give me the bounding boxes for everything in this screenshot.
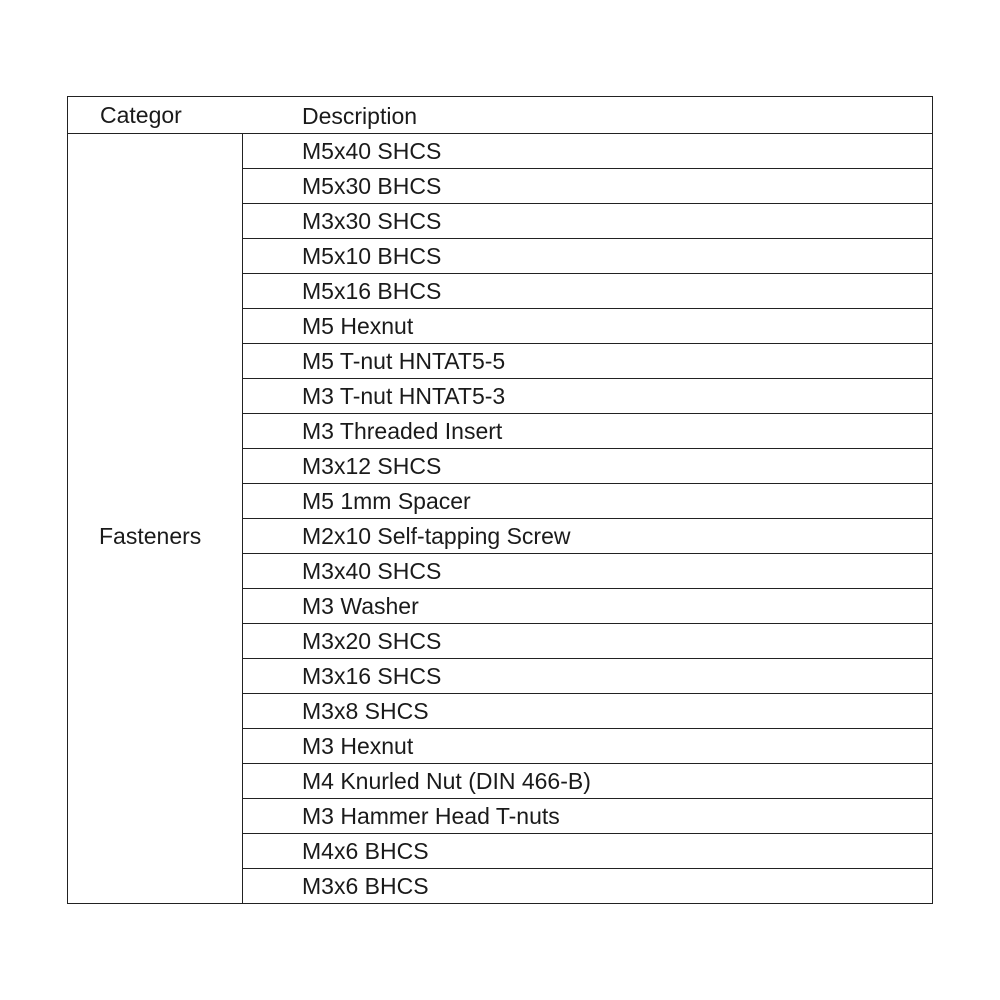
parts-table bbox=[67, 96, 933, 904]
table-row bbox=[243, 694, 932, 729]
table-row bbox=[243, 274, 932, 309]
item-description: M5x16 BHCS bbox=[302, 278, 442, 304]
item-description: M3x20 SHCS bbox=[302, 628, 442, 654]
table-row bbox=[243, 764, 932, 799]
header-category: Categor bbox=[100, 102, 182, 128]
table-row bbox=[243, 729, 932, 764]
item-description: M5x30 BHCS bbox=[302, 173, 442, 199]
table-header-row bbox=[68, 97, 932, 134]
table-row bbox=[243, 799, 932, 834]
table-row bbox=[243, 414, 932, 449]
item-description: M3x30 SHCS bbox=[302, 208, 442, 234]
table-row bbox=[243, 309, 932, 344]
item-description: M5x40 SHCS bbox=[302, 138, 442, 164]
table-row bbox=[243, 449, 932, 484]
table-row bbox=[243, 519, 932, 554]
item-description: M5x10 BHCS bbox=[302, 243, 442, 269]
item-description: M3x6 BHCS bbox=[302, 873, 429, 899]
table-row bbox=[243, 239, 932, 274]
item-description: M3 Threaded Insert bbox=[302, 418, 503, 444]
item-description: M3x16 SHCS bbox=[302, 663, 442, 689]
item-description: M3 Hammer Head T-nuts bbox=[302, 803, 560, 829]
item-description: M5 Hexnut bbox=[302, 313, 414, 339]
description-column bbox=[243, 134, 932, 903]
item-description: M4 Knurled Nut (DIN 466-B) bbox=[302, 768, 591, 794]
item-description: M3 Washer bbox=[302, 593, 419, 619]
item-description: M3 T-nut HNTAT5-3 bbox=[302, 383, 506, 409]
item-description: M4x6 BHCS bbox=[302, 838, 429, 864]
item-description: M3x40 SHCS bbox=[302, 558, 442, 584]
table-row bbox=[243, 554, 932, 589]
item-description: M3x12 SHCS bbox=[302, 453, 442, 479]
item-description: M3x8 SHCS bbox=[302, 698, 429, 724]
category-cell bbox=[68, 134, 243, 903]
table-row bbox=[243, 589, 932, 624]
item-description: M2x10 Self-tapping Screw bbox=[302, 523, 571, 549]
table-row bbox=[243, 169, 932, 204]
table-row bbox=[243, 204, 932, 239]
table-row bbox=[243, 624, 932, 659]
table-row bbox=[243, 484, 932, 519]
table-row bbox=[243, 379, 932, 414]
table-row bbox=[243, 834, 932, 869]
table-row bbox=[243, 134, 932, 169]
table-row bbox=[243, 659, 932, 694]
category-label: Fasteners bbox=[99, 523, 202, 549]
item-description: M5 1mm Spacer bbox=[302, 488, 471, 514]
item-description: M3 Hexnut bbox=[302, 733, 414, 759]
header-description: Description bbox=[302, 103, 418, 129]
table-row bbox=[243, 344, 932, 379]
item-description: M5 T-nut HNTAT5-5 bbox=[302, 348, 506, 374]
table-row bbox=[243, 869, 932, 904]
